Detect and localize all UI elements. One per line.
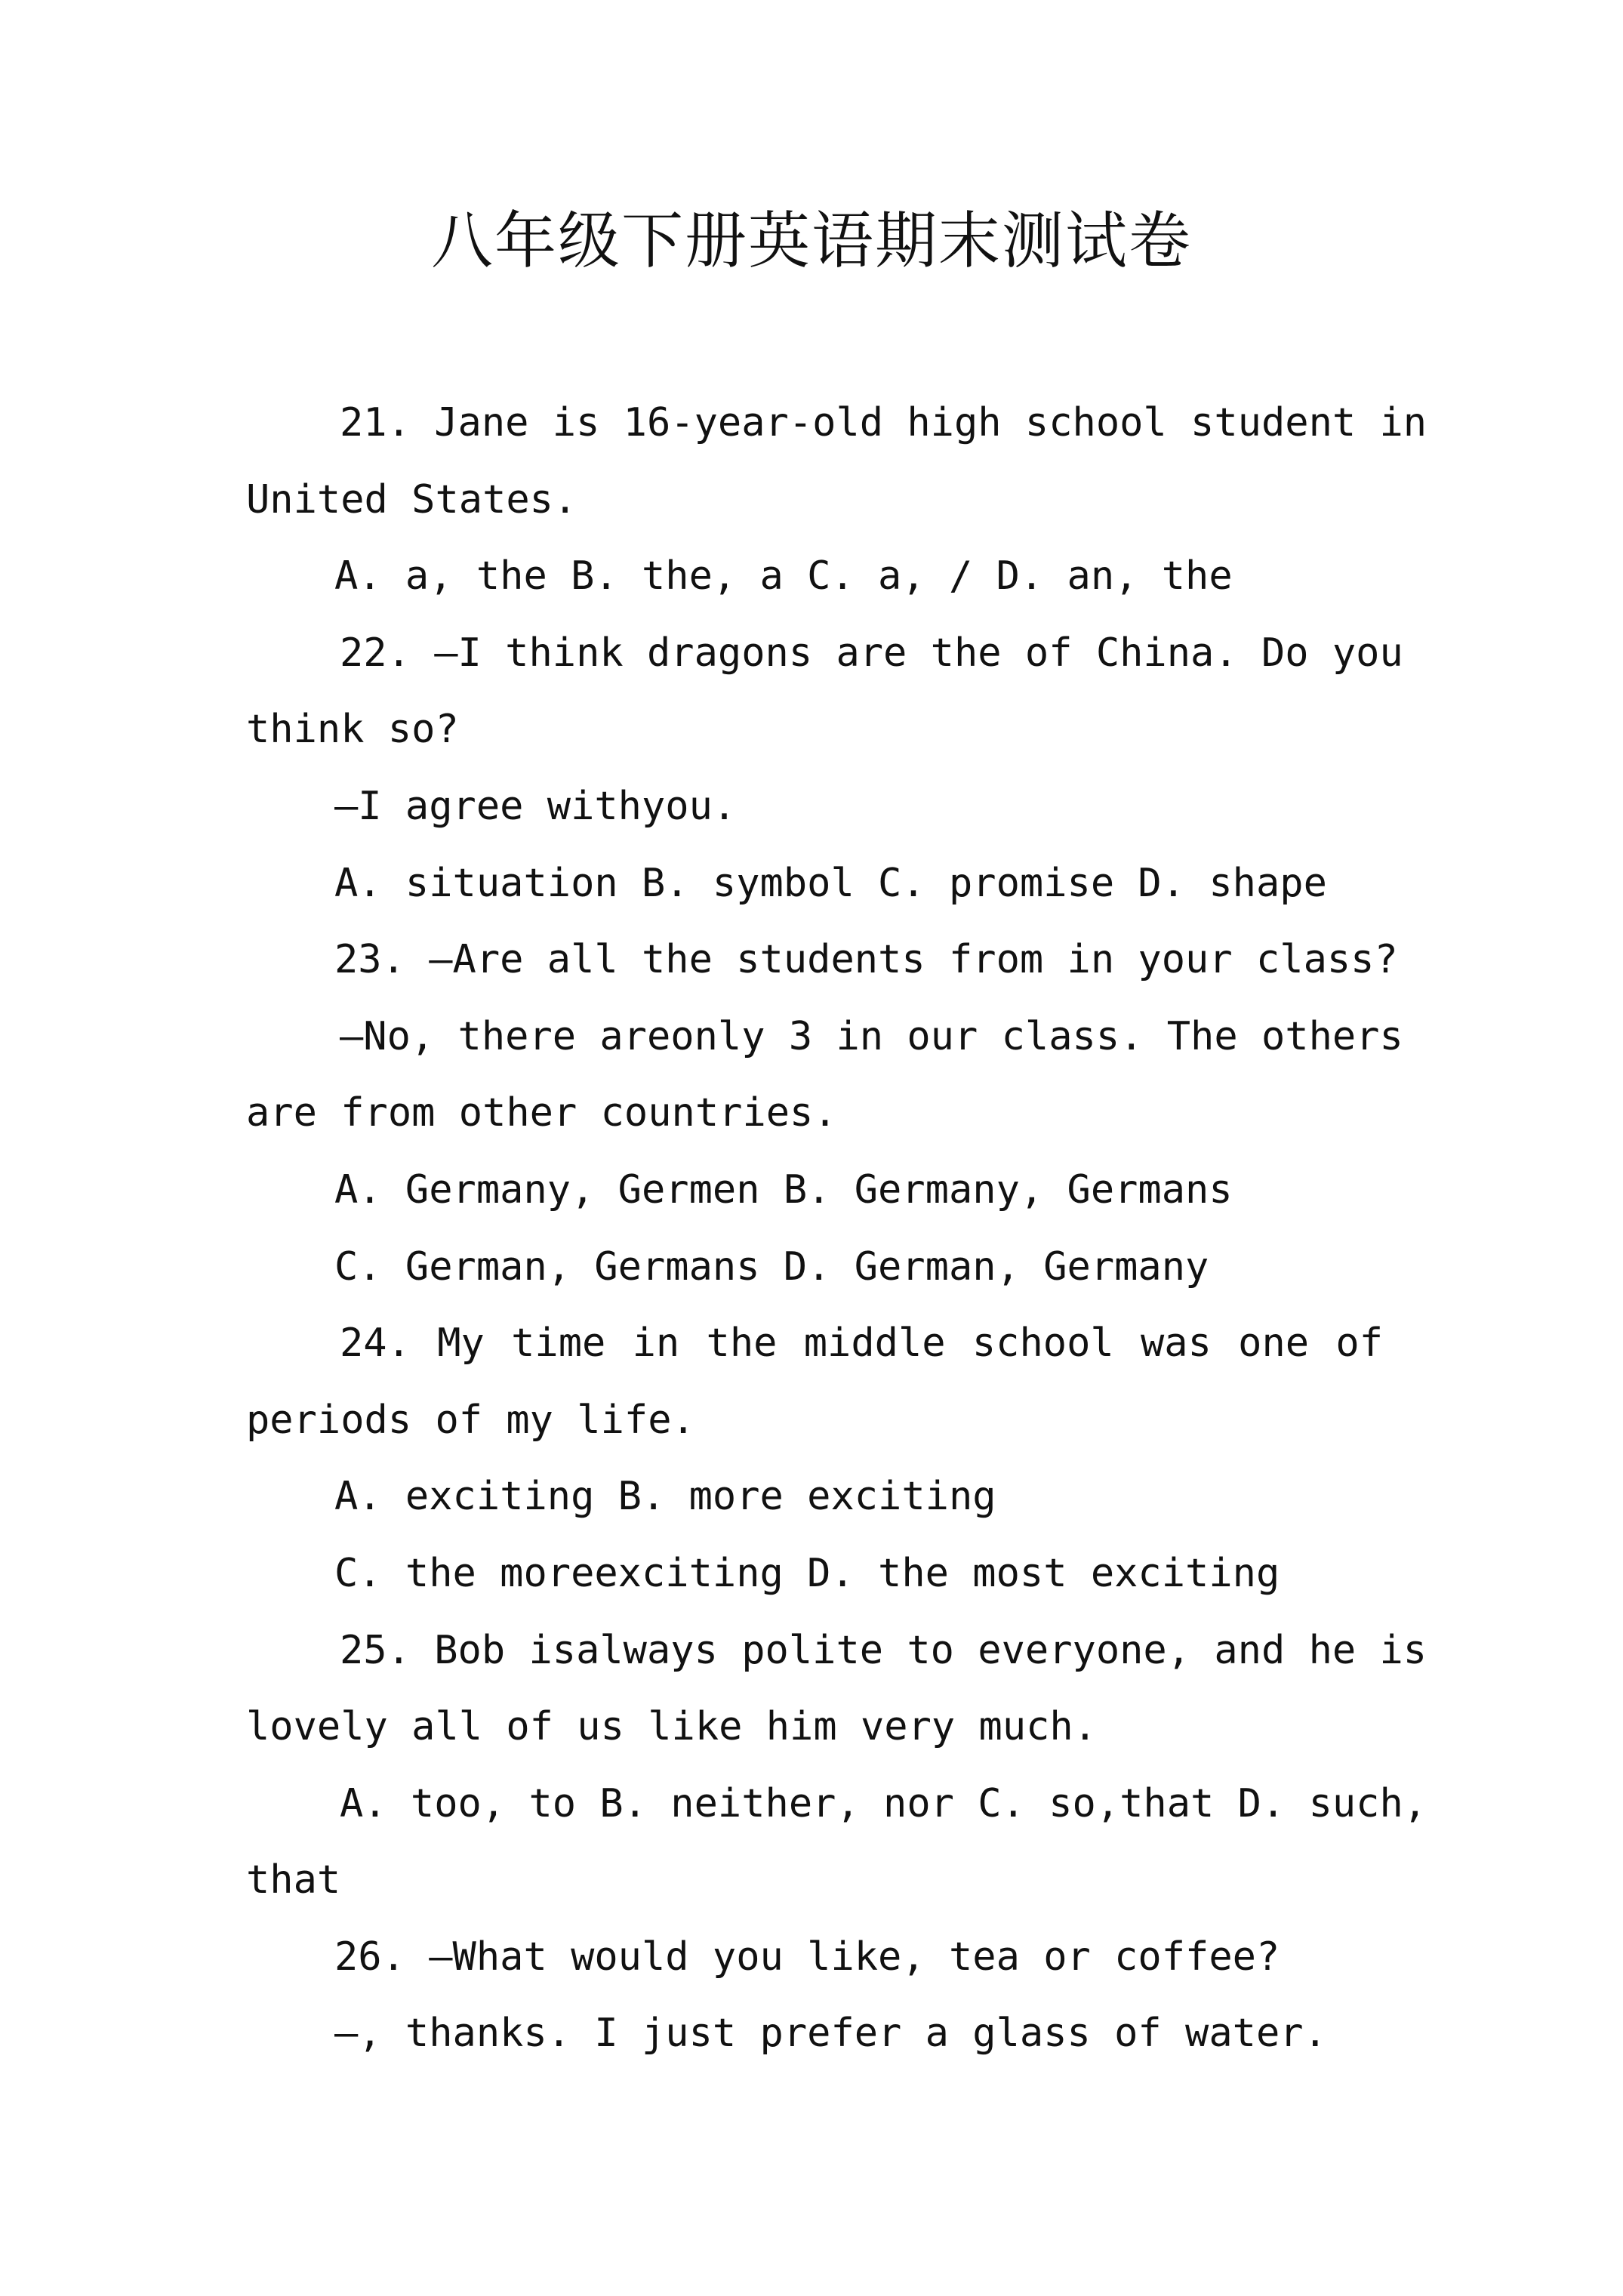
option-line: A. too, to B. neither, nor C. so,that D. such,	[340, 1780, 1427, 1826]
document-title: 八年级下册英语期末测试卷	[430, 205, 1192, 277]
option-line: that	[246, 1857, 341, 1903]
option-line: A. situation B. symbol C. promise D. shape	[334, 860, 1327, 906]
question-line: periods of my life.	[246, 1397, 695, 1443]
question-line: think so?	[246, 707, 459, 753]
question-line: 23. —Are all the students from in your class?	[334, 937, 1398, 983]
option-line: A. Germany, Germen B. Germany, Germans	[334, 1166, 1233, 1213]
option-line: A. exciting B. more exciting	[334, 1474, 996, 1520]
question-line: 25. Bob isalways polite to everyone, and he is	[340, 1627, 1427, 1673]
question-line: lovely all of us like him very much.	[246, 1704, 1098, 1750]
question-line: 24. My time in the middle school was one of	[340, 1321, 1383, 1367]
question-line: 22. —I think dragons are the of China. Do you	[340, 630, 1403, 676]
dialogue-line: —I agree withyou.	[334, 783, 737, 829]
question-list	[246, 385, 1427, 2073]
question-line: United States.	[246, 476, 577, 522]
dialogue-line: —, thanks. I just prefer a glass of water.	[334, 2011, 1327, 2057]
question-line: 26. —What would you like, tea or coffee?	[334, 1934, 1280, 1980]
question-line: 21. Jane is 16-year-old high school student in	[340, 400, 1427, 445]
option-line: A. a, the B. the, a C. a, / D. an, the	[334, 553, 1233, 599]
option-line: C. German, Germans D. German, Germany	[334, 1244, 1209, 1290]
dialogue-line: —No, there areonly 3 in our class. The others	[340, 1013, 1403, 1059]
dialogue-line: are from other countries.	[246, 1090, 837, 1136]
option-line: C. the moreexciting D. the most exciting	[334, 1550, 1280, 1596]
